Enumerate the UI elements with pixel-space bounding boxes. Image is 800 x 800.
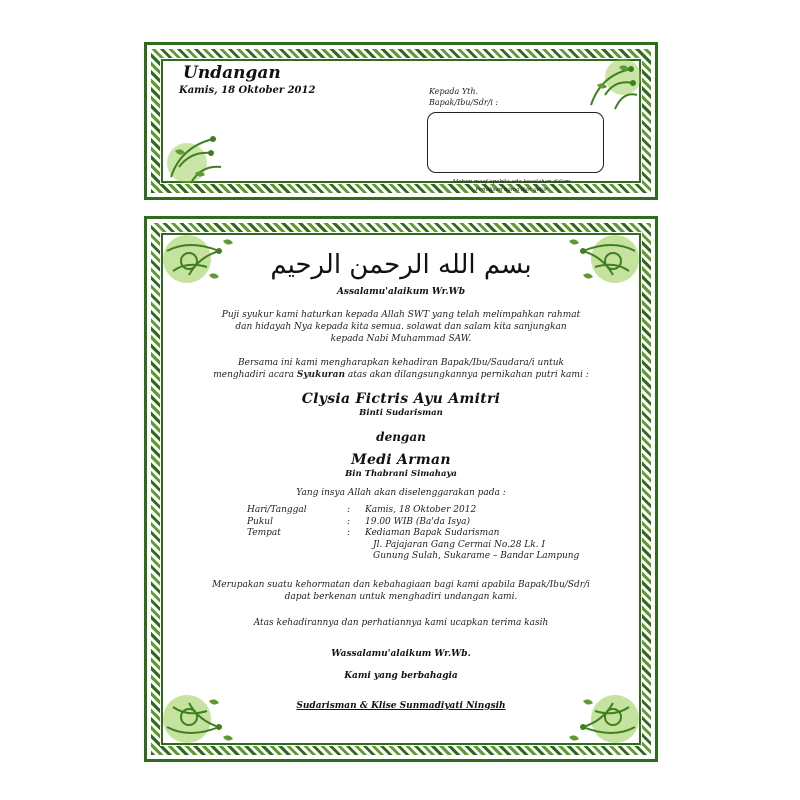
envelope-card	[144, 42, 658, 200]
detail-separator: :	[347, 528, 351, 538]
detail-row	[247, 540, 629, 552]
thanks-paragraph: Atas kehadirannya dan perhatiannya kami ucapkan terima kasih	[253, 617, 549, 628]
event-details	[247, 505, 629, 563]
paragraph-line: Bersama ini kami mengharapkan kehadiran Bapak/Ibu/Saudara/i untuk	[238, 358, 564, 368]
opening-paragraph	[173, 309, 629, 345]
paragraph-line: dan hidayah Nya kepada kita semua. solawat dan salam kita sanjungkan	[235, 322, 567, 332]
recipient-label-line1: Kepada Yth.	[429, 87, 479, 96]
groom-name: Medi Arman	[351, 452, 451, 468]
conjunction-dengan: dengan	[376, 430, 426, 444]
paragraph-line	[173, 369, 629, 381]
detail-separator	[347, 551, 365, 563]
apology-note-line2: Penulisan nama dan gelar	[475, 187, 548, 193]
bride-parent: Binti Sudarisman	[359, 408, 443, 418]
paragraph-text: atas akan dilangsungkannya pernikahan putri kami :	[345, 370, 589, 380]
closing-greeting: Wassalamu'alaikum Wr.Wb.	[331, 648, 471, 659]
honor-paragraph	[173, 579, 629, 603]
envelope-title: Undangan	[183, 63, 281, 83]
groom-parent: Bin Thabrani Simahaya	[345, 469, 457, 479]
detail-value: Kediaman Bapak Sudarisman	[365, 528, 500, 538]
recipient-label-line2: Bapak/Ibu/Sdr/i :	[429, 98, 499, 107]
closing-phrase: Kami yang berbahagia	[344, 670, 458, 681]
envelope-apology-note	[429, 178, 594, 194]
envelope-date: Kamis, 18 Oktober 2012	[179, 85, 316, 96]
paragraph-line: dapat berkenan untuk menghadiri undangan kami.	[284, 591, 518, 602]
apology-note-line1: Mohon maaf apabila ada kesalahan dalam	[452, 179, 571, 185]
invitation-body	[173, 249, 629, 711]
schedule-intro: Yang insya Allah akan diselenggarakan pada :	[296, 488, 506, 498]
bride-name: Clysia Fictris Ayu Amitri	[301, 391, 501, 407]
paragraph-line: Merupakan suatu kehormatan dan kebahagiaan bagi kami apabila Bapak/Ibu/Sdr/i	[212, 579, 590, 590]
detail-separator	[347, 540, 365, 552]
paragraph-text: menghadiri acara	[213, 370, 297, 380]
detail-row	[247, 505, 629, 517]
paragraph-line: kepada Nabi Muhammad SAW.	[330, 334, 472, 344]
detail-value: Jl. Pajajaran Gang Cermai No.28 Lk. I	[373, 539, 546, 550]
bismillah-calligraphy: بسم الله الرحمن الرحيم	[270, 250, 532, 280]
paragraph-line: Puji syukur kami haturkan kepada Allah SWT yang telah melimpahkan rahmat	[221, 310, 581, 320]
opening-greeting: Assalamu'alaikum Wr.Wb	[336, 287, 466, 297]
detail-value: Kamis, 18 Oktober 2012	[365, 505, 477, 515]
invitation-card	[144, 216, 658, 762]
detail-label	[247, 540, 347, 552]
detail-label	[247, 551, 347, 563]
detail-label: Tempat	[247, 528, 281, 538]
detail-separator: :	[347, 505, 351, 515]
detail-value: 19.00 WIB (Ba'da Isya)	[365, 516, 470, 527]
detail-value: Gunung Sulah, Sukarame – Bandar Lampung	[373, 551, 580, 561]
detail-row	[247, 528, 629, 540]
recipient-label	[429, 86, 498, 108]
detail-label: Hari/Tanggal	[247, 505, 307, 515]
detail-label: Pukul	[247, 516, 273, 527]
detail-row	[247, 517, 629, 529]
host-signature: Sudarisman & Klise Sunmadiyati Ningsih	[296, 700, 506, 711]
invitation-paragraph	[173, 357, 629, 381]
detail-row	[247, 551, 629, 563]
event-name: Syukuran	[296, 370, 345, 380]
recipient-address-box	[427, 112, 604, 173]
detail-separator: :	[347, 516, 351, 527]
